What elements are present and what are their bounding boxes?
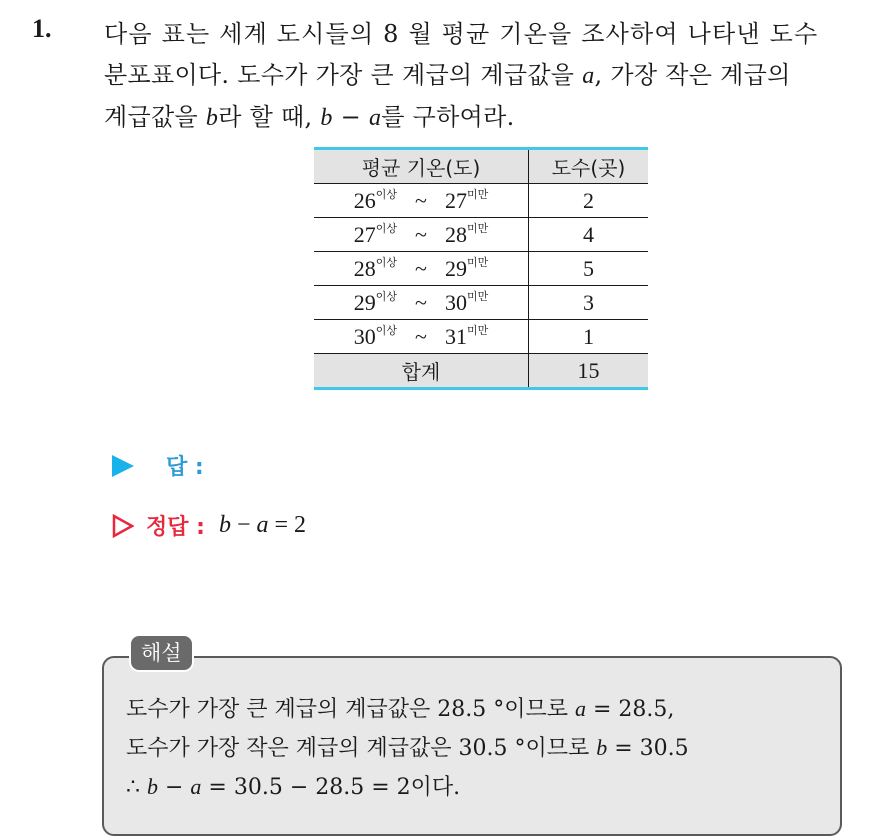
high-suffix: 미만	[466, 255, 489, 269]
frequency-table	[314, 147, 648, 390]
frequency-count: 1	[583, 323, 594, 349]
table-row	[314, 252, 648, 286]
low-suffix: 이상	[375, 289, 398, 303]
correct-answer-label: 정답 :	[146, 515, 205, 540]
high-suffix: 미만	[466, 323, 489, 337]
low-suffix: 이상	[375, 323, 398, 337]
frequency-count: 5	[583, 255, 594, 281]
range-low: 26	[353, 187, 376, 213]
temperature-range	[314, 286, 529, 320]
temperature-range	[314, 252, 529, 286]
range-tilde: ~	[415, 323, 427, 349]
table-row	[314, 184, 648, 218]
problem-line: 계급값을 b라 할 때, b − a를 구하여라.	[104, 103, 515, 131]
range-tilde: ~	[415, 289, 427, 315]
temperature-range	[314, 184, 529, 218]
low-suffix: 이상	[375, 221, 398, 235]
outline-triangle-icon	[112, 514, 134, 538]
high-suffix: 미만	[466, 289, 489, 303]
high-suffix: 미만	[466, 187, 489, 201]
problem-line: 분포표이다. 도수가 가장 큰 계급의 계급값을 a, 가장 작은 계급의	[104, 61, 791, 89]
temperature-range	[314, 320, 529, 354]
range-low: 28	[353, 255, 376, 281]
problem-number: 1.	[32, 14, 52, 43]
explanation-tag: 해설	[129, 634, 194, 672]
problem-text	[104, 14, 864, 139]
answer-line	[112, 450, 204, 481]
range-high: 30	[444, 289, 467, 315]
frequency-count: 3	[583, 289, 594, 315]
problem-line: 다음 표는 세계 도시들의 8 월 평균 기온을 조사하여 나타낸 도수	[104, 20, 819, 48]
explanation-line: ∴ b − a = 30.5 − 28.5 = 2이다.	[126, 774, 461, 800]
header-temperature: 평균 기온(도)	[314, 149, 529, 184]
temperature-range	[314, 218, 529, 252]
frequency-count: 2	[583, 187, 594, 213]
explanation-line: 도수가 가장 큰 계급의 계급값은 28.5 °이므로 a = 28.5,	[126, 696, 675, 722]
range-low: 30	[353, 323, 376, 349]
frequency-count: 4	[583, 221, 594, 247]
table-total-row	[314, 354, 648, 389]
low-suffix: 이상	[375, 187, 398, 201]
total-label: 합계	[314, 354, 529, 389]
range-high: 27	[444, 187, 467, 213]
range-high: 31	[444, 323, 467, 349]
explanation-line: 도수가 가장 작은 계급의 계급값은 30.5 °이므로 b = 30.5	[126, 735, 689, 761]
high-suffix: 미만	[466, 221, 489, 235]
answer-label: 답 :	[166, 455, 204, 480]
table-row	[314, 320, 648, 354]
table-header-row	[314, 149, 648, 184]
correct-answer-value: b − a = 2	[218, 512, 307, 538]
table-row	[314, 286, 648, 320]
correct-answer-line	[112, 510, 306, 541]
range-tilde: ~	[415, 255, 427, 281]
range-low: 27	[353, 221, 376, 247]
header-count: 도수(곳)	[551, 156, 626, 180]
filled-triangle-icon	[112, 455, 134, 477]
range-high: 28	[444, 221, 467, 247]
range-tilde: ~	[415, 221, 427, 247]
table-row	[314, 218, 648, 252]
range-tilde: ~	[415, 187, 427, 213]
explanation-text	[126, 690, 689, 807]
total-count: 15	[577, 357, 600, 383]
range-low: 29	[353, 289, 376, 315]
range-high: 29	[444, 255, 467, 281]
low-suffix: 이상	[375, 255, 398, 269]
